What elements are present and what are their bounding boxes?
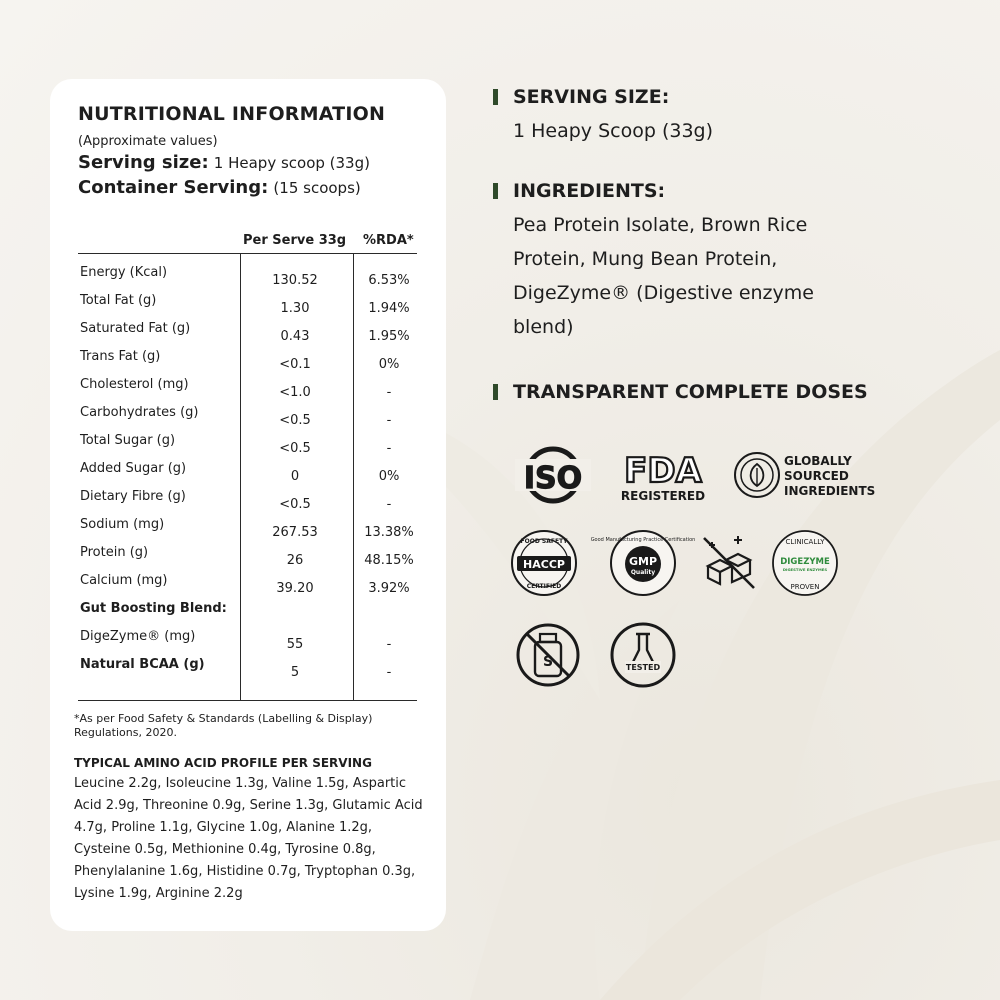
table-row xyxy=(78,657,417,685)
svg-text:S: S xyxy=(542,654,554,670)
gmp-text: GMP xyxy=(628,555,658,568)
table-row xyxy=(78,517,417,545)
table-row xyxy=(78,349,417,377)
serving-size-row xyxy=(78,152,370,173)
rda-value: 3.92% xyxy=(368,581,410,596)
amino-profile-text: Leucine 2.2g, Isoleucine 1.3g, Valine 1.5g, Aspartic Acid 2.9g, Threonine 0.9g, Serine 1.3g, Glutamic Acid 4.7g, Proline 1.1g, Glycine 1.0g, Alanine 1.2g, Cysteine 0.5g, Methionine 0.4g, Tyrosine 0.8g, Phenylalanine 1.6g, Histidine 0.7g, Tryptophan 0.3g, Lysine 1.9g, Arginine 2.2g xyxy=(74,776,423,901)
rda-value: 1.94% xyxy=(368,301,410,316)
digezyme-text: DIGEZYME xyxy=(780,557,830,567)
nutrient-label: DigeZyme® (mg) xyxy=(80,629,196,644)
fda-sub-text: REGISTERED xyxy=(620,489,706,503)
nutrition-card xyxy=(50,79,446,931)
per-serve-value: 26 xyxy=(286,553,304,568)
nutrient-label: Carbohydrates (g) xyxy=(80,405,199,420)
rda-footnote: *As per Food Safety & Standards (Labelling & Display) Regulations, 2020. xyxy=(74,712,373,739)
serving-size-text: 1 Heapy Scoop (33g) xyxy=(513,120,714,142)
table-top-rule xyxy=(78,253,417,254)
table-row xyxy=(78,433,417,461)
table-row xyxy=(78,405,417,433)
rda-value: 0% xyxy=(378,469,400,484)
per-serve-value: 130.52 xyxy=(272,273,318,288)
rda-value: - xyxy=(386,637,392,652)
nutrient-label: Cholesterol (mg) xyxy=(80,377,189,392)
nutrient-label: Calcium (mg) xyxy=(80,573,168,588)
per-serve-value: <1.0 xyxy=(279,385,311,400)
globally-line: GLOBALLY xyxy=(784,454,852,468)
fda-text: FDA xyxy=(624,451,702,491)
nutrient-label: Natural BCAA (g) xyxy=(80,657,205,672)
nutrient-label: Total Fat (g) xyxy=(80,293,157,308)
gmp-sub-text: Quality xyxy=(630,569,656,576)
iso-text: ISO xyxy=(523,461,583,496)
digezyme-bottom-text: PROVEN xyxy=(790,583,820,591)
table-row xyxy=(78,377,417,405)
globe-leaf-icon xyxy=(732,450,782,500)
nutrient-label: Saturated Fat (g) xyxy=(80,321,191,336)
container-serving-row xyxy=(78,177,361,198)
no-steroid-icon xyxy=(515,620,581,690)
fda-icon xyxy=(618,448,708,506)
lab-tested-icon xyxy=(609,620,677,690)
rda-value: - xyxy=(386,497,392,512)
per-serve-value: 1.30 xyxy=(280,301,310,316)
table-row xyxy=(78,573,417,601)
haccp-top-text: FOOD SAFETY xyxy=(520,538,568,545)
per-serve-value: <0.5 xyxy=(279,441,311,456)
per-serve-value: <0.1 xyxy=(279,357,311,372)
haccp-text: HACCP xyxy=(523,558,565,571)
gmp-icon xyxy=(590,528,696,598)
per-serve-value: 0.43 xyxy=(280,329,310,344)
ingredients-heading: INGREDIENTS: xyxy=(513,180,666,202)
rda-value: - xyxy=(386,665,392,680)
table-row xyxy=(78,601,417,629)
per-serve-value: 5 xyxy=(290,665,300,680)
rda-value: 6.53% xyxy=(368,273,410,288)
per-serve-value: <0.5 xyxy=(279,413,311,428)
digezyme-top-text: CLINICALLY xyxy=(785,538,825,546)
table-row xyxy=(78,461,417,489)
table-row xyxy=(78,629,417,657)
per-serve-value: 0 xyxy=(290,469,300,484)
globally-sourced-text xyxy=(784,454,875,499)
nutrient-label: Protein (g) xyxy=(80,545,149,560)
iso-icon xyxy=(515,445,591,505)
ingredients-line: INGREDIENTS xyxy=(784,484,876,498)
tested-text: TESTED xyxy=(625,663,661,672)
rda-value: - xyxy=(386,413,392,428)
rda-value: 1.95% xyxy=(368,329,410,344)
container-serving-label: Container Serving: xyxy=(78,177,269,198)
nutrient-label: Dietary Fibre (g) xyxy=(80,489,186,504)
haccp-icon xyxy=(509,528,579,598)
rda-value: 0% xyxy=(378,357,400,372)
rda-value: 48.15% xyxy=(364,553,414,568)
section-marker xyxy=(493,89,498,105)
per-serve-value: 39.20 xyxy=(276,581,314,596)
section-marker xyxy=(493,183,498,199)
digezyme-icon xyxy=(770,528,840,598)
nutrient-label: Sodium (mg) xyxy=(80,517,165,532)
nutrient-label: Total Sugar (g) xyxy=(80,433,176,448)
no-sugar-icon xyxy=(698,530,760,590)
serving-size-heading: SERVING SIZE: xyxy=(513,86,670,108)
rda-value: 13.38% xyxy=(364,525,414,540)
rda-value: - xyxy=(386,385,392,400)
table-row xyxy=(78,489,417,517)
nutrient-label: Added Sugar (g) xyxy=(80,461,187,476)
table-row xyxy=(78,321,417,349)
table-row xyxy=(78,545,417,573)
serving-size-value: 1 Heapy scoop (33g) xyxy=(213,154,370,172)
serving-size-label: Serving size: xyxy=(78,152,209,173)
approx-note: (Approximate values) xyxy=(78,134,218,149)
table-row xyxy=(78,293,417,321)
digezyme-sub-text: DIGESTIVE ENZYMES xyxy=(782,567,828,572)
rda-value: - xyxy=(386,441,392,456)
section-marker xyxy=(493,384,498,400)
ingredients-text: Pea Protein Isolate, Brown Rice Protein, Mung Bean Protein, DigeZyme® (Digestive enzyme blend) xyxy=(513,214,814,338)
table-bottom-rule xyxy=(78,700,417,701)
gmp-ring-text: Good Manufacturing Practice Certification xyxy=(590,537,696,543)
nutrient-label: Energy (Kcal) xyxy=(80,265,168,280)
col-header-rda: %RDA* xyxy=(363,233,414,248)
table-row xyxy=(78,265,417,293)
container-serving-value: (15 scoops) xyxy=(273,179,361,197)
haccp-bottom-text: CERTIFIED xyxy=(526,583,562,590)
per-serve-value: 55 xyxy=(286,637,304,652)
doses-heading: TRANSPARENT COMPLETE DOSES xyxy=(513,381,868,403)
nutrient-group-label: Gut Boosting Blend: xyxy=(80,601,227,616)
per-serve-value: <0.5 xyxy=(279,497,311,512)
nutrition-title: NUTRITIONAL INFORMATION xyxy=(78,103,386,125)
per-serve-value: 267.53 xyxy=(272,525,318,540)
amino-profile-title: TYPICAL AMINO ACID PROFILE PER SERVING xyxy=(74,756,372,770)
nutrient-label: Trans Fat (g) xyxy=(80,349,161,364)
col-header-per-serve: Per Serve 33g xyxy=(243,233,347,248)
sourced-line: SOURCED xyxy=(784,469,849,483)
